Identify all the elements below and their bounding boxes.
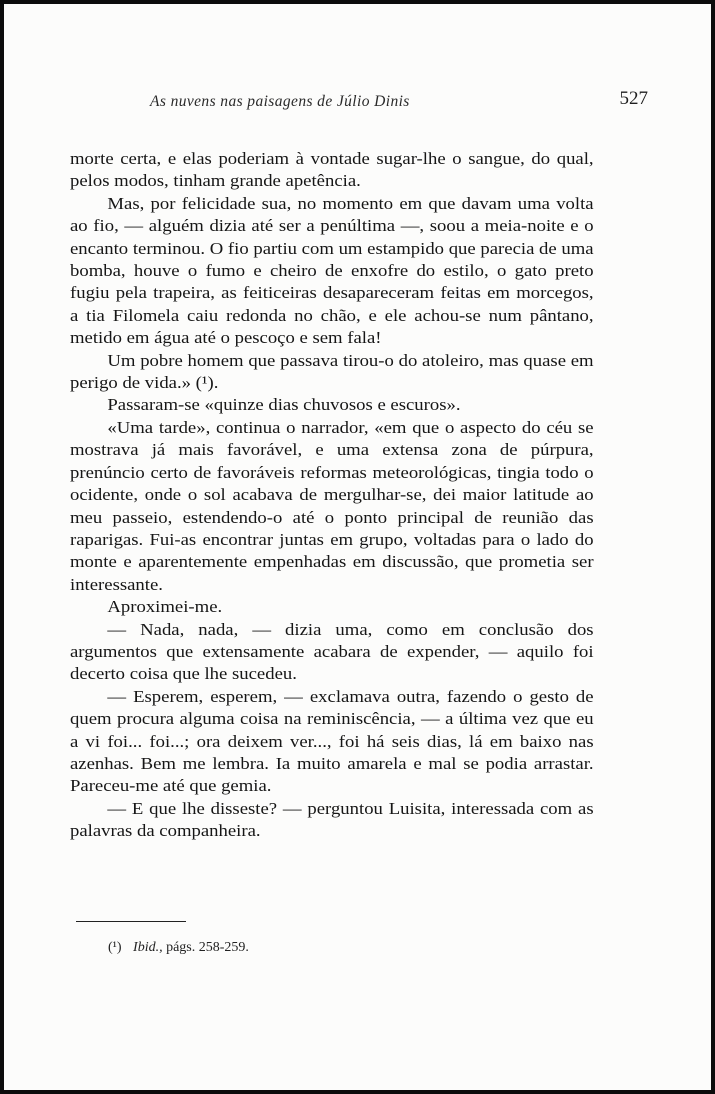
footnote-mark: (¹): [108, 940, 122, 955]
body-text: [70, 148, 594, 843]
page-header: [70, 88, 654, 116]
paragraph: — Nada, nada, — dizia uma, como em conclusão dos argumentos que extensamente acabara de expender, — aquilo foi decerto coisa que lhe sucedeu.: [70, 619, 594, 684]
running-title: As nuvens nas paisagens de Júlio Dinis: [150, 93, 410, 110]
paragraph: morte certa, e elas poderiam à vontade sugar-lhe o sangue, do qual, pelos modos, tinham grande apetência.: [70, 149, 594, 191]
footnote: [108, 940, 249, 956]
paragraph: Passaram-se «quinze dias chuvosos e escuros».: [107, 395, 461, 415]
footnote-source: Ibid.,: [133, 940, 163, 955]
paragraph: Mas, por felicidade sua, no momento em que davam uma volta ao fio, — alguém dizia até ser a penúltima —, soou a meia-noite e o encanto terminou. O fio partiu com um estampido que parecia de uma bomba, houve o fumo e cheiro de enxofre do estilo, o gato preto fugiu pela trapeira, as feiticeiras desapareceram feitas em morcegos, a tia Filomela caiu redonda no chão, e ele achou-se num pântano, metido em água até o pescoço e sem fala!: [70, 193, 594, 348]
footnote-pages: págs. 258-259.: [166, 940, 249, 955]
paragraph: Aproximei-me.: [107, 597, 223, 617]
footnote-divider: [76, 921, 186, 922]
page-number: 527: [619, 88, 648, 109]
paragraph: — E que lhe disseste? — perguntou Luisita, interessada com as palavras da companheira.: [70, 798, 594, 841]
paragraph: «Uma tarde», continua o narrador, «em que o aspecto do céu se mostrava já mais favorável, e uma extensa zona de púrpura, prenúncio certo de favoráveis reformas meteorológicas, tingia todo o ocidente, onde o sol acabava de mergulhar-se, dei maior latitude ao meu passeio, estendendo-o até o ponto principal de reunião das raparigas. Fui-as encontrar juntas em grupo, voltadas para o lado do monte e aparentemente empenhadas em discussão, que prometia ser interessante.: [70, 417, 594, 594]
paragraph: — Esperem, esperem, — exclamava outra, fazendo o gesto de quem procura alguma coisa na reminiscência, — a última vez que eu a vi foi... foi...; ora deixem ver..., foi há seis dias, lá em baixo nas azenhas. Bem me lembra. Ia muito amarela e mal se podia arrastar. Pareceu-me até que gemia.: [70, 686, 594, 796]
paragraph: Um pobre homem que passava tirou-o do atoleiro, mas quase em perigo de vida.» (¹).: [70, 350, 594, 393]
